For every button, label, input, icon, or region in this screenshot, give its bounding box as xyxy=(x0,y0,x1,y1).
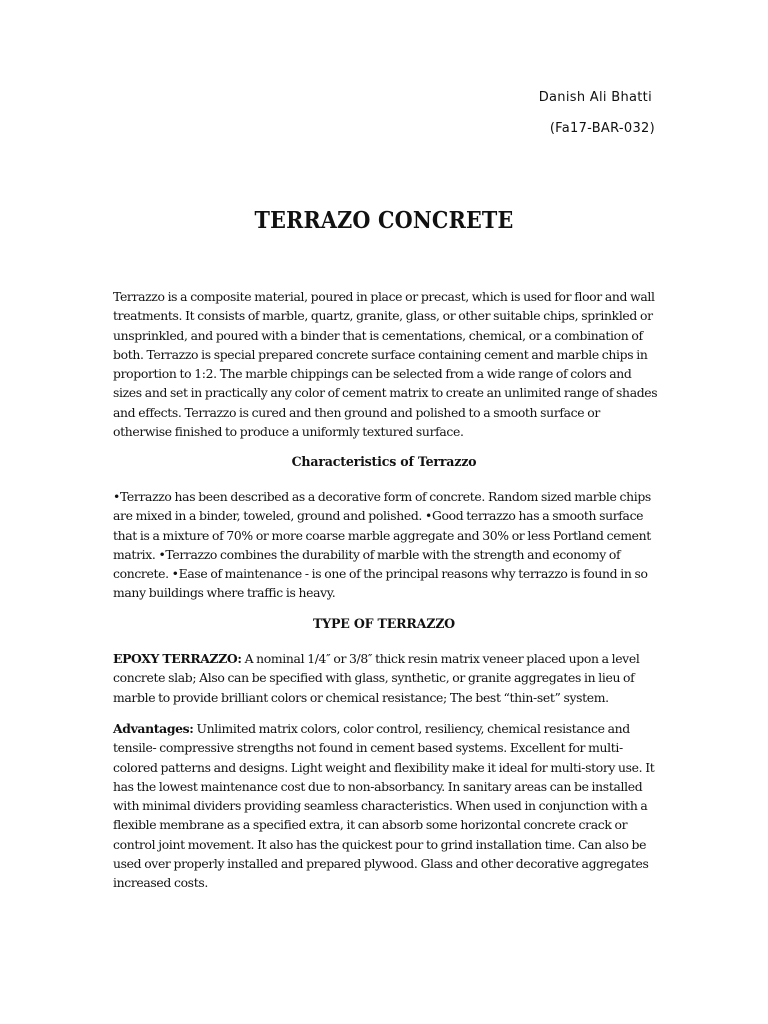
advantages-label: Advantages: xyxy=(113,721,194,736)
epoxy-text: A nominal 1/4″ or 3/8″ thick resin matrix veneer placed upon a level concrete slab; Also can be specified with glass, synthetic, or granite aggregates in lieu of marble to provide brilliant colors or chemical resistance; The best “thin-set” system. xyxy=(113,651,640,705)
epoxy-label: EPOXY TERRAZZO: xyxy=(113,651,242,666)
epoxy-paragraph xyxy=(113,649,659,707)
types-heading: TYPE OF TERRAZZO xyxy=(313,616,455,631)
characteristics-heading: Characteristics of Terrazzo xyxy=(291,454,477,469)
characteristics-paragraph: •Terrazzo has been described as a decorative form of concrete. Random sized marble chips are mixed in a binder, toweled, ground and polished. •Good terrazzo has a smooth surface that is a mixture of 70% or more coarse marble aggregate and 30% or less Portland cement matrix. •Terrazzo combines the durability of marble with the strength and economy of concrete. •Ease of maintenance - is one of the principal reasons why terrazzo is found in so many buildings where traffic is heavy. xyxy=(113,489,651,601)
advantages-paragraph xyxy=(113,719,659,893)
author-name: Danish Ali Bhatti xyxy=(538,90,652,105)
advantages-text: Unlimited matrix colors, color control, resiliency, chemical resistance and tensile- compressive strengths not found in cement based systems. Excellent for multi-colored patterns and designs. Light weight and flexibility make it ideal for multi-story use. It has the lowest maintenance cost due to non-absorbancy. In sanitary areas can be installed with minimal dividers providing seamless characteristics. When used in conjunction with a flexible membrane as a specified extra, it can absorb some horizontal concrete crack or control joint movement. It also has the quickest pour to grind installation time. Can also be used over properly installed and prepared plywood. Glass and other decorative aggregates increased costs. xyxy=(113,721,655,891)
intro-paragraph: Terrazzo is a composite material, poured in place or precast, which is used for floor and wall treatments. It consists of marble, quartz, granite, glass, or other suitable chips, sprinkled or unsprinkled, and poured with a binder that is cementations, chemical, or a combination of both. Terrazzo is special prepared concrete surface containing cement and marble chips in proportion to 1:2. The marble chippings can be selected from a wide range of colors and sizes and set in practically any color of cement matrix to create an unlimited range of shades and effects. Terrazzo is cured and then ground and polished to a smooth surface or otherwise finished to produce a uniformly textured surface. xyxy=(113,289,658,440)
roll-number: (Fa17-BAR-032) xyxy=(549,121,655,136)
document-title: TERRAZO CONCRETE xyxy=(254,207,514,234)
